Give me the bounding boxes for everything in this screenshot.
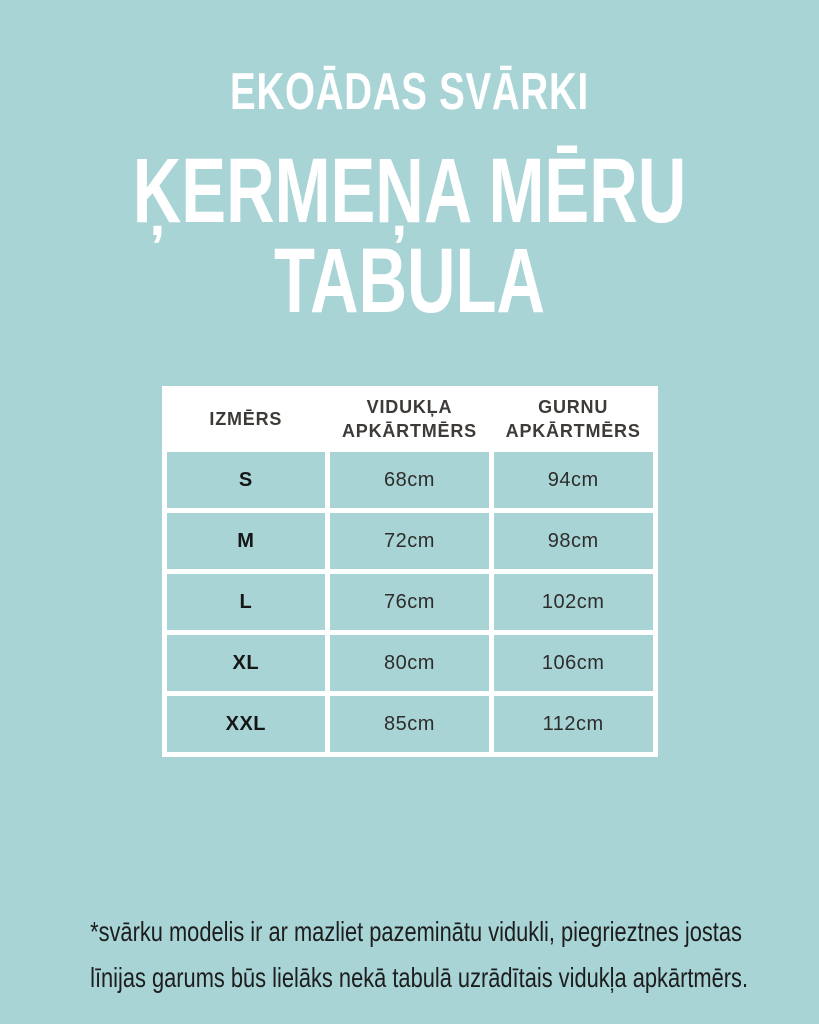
hips-cell: 102cm bbox=[494, 574, 653, 630]
hips-cell: 94cm bbox=[494, 452, 653, 508]
page-title-line-1: ĶERMEŅA MĒRU bbox=[132, 140, 687, 242]
size-table bbox=[162, 386, 658, 757]
footnote-line-1: *svārku modelis ir ar mazliet pazeminātu vidukli, piegrieztnes jostas bbox=[90, 916, 742, 948]
size-cell: M bbox=[167, 513, 326, 569]
footnote-line-2: līnijas garums būs lielāks nekā tabulā uzrādītais vidukļa apkārtmērs. bbox=[90, 961, 749, 993]
waist-cell: 80cm bbox=[330, 635, 489, 691]
table-row bbox=[167, 696, 653, 752]
table-row bbox=[167, 452, 653, 508]
size-table-body bbox=[167, 452, 653, 752]
size-cell: L bbox=[167, 574, 326, 630]
table-row bbox=[167, 574, 653, 630]
waist-cell: 68cm bbox=[330, 452, 489, 508]
size-cell: XXL bbox=[167, 696, 326, 752]
hips-cell: 98cm bbox=[494, 513, 653, 569]
hips-cell: 106cm bbox=[494, 635, 653, 691]
waist-cell: 72cm bbox=[330, 513, 489, 569]
waist-cell: 85cm bbox=[330, 696, 489, 752]
footnote bbox=[0, 909, 819, 1000]
table-row bbox=[167, 635, 653, 691]
size-cell: S bbox=[167, 452, 326, 508]
column-header-size: IZMĒRS bbox=[167, 391, 326, 447]
waist-cell: 76cm bbox=[330, 574, 489, 630]
subtitle: EKOĀDAS SVĀRKI bbox=[230, 63, 589, 121]
size-cell: XL bbox=[167, 635, 326, 691]
size-table-header bbox=[167, 391, 653, 447]
column-header-hips: GURNU APKĀRTMĒRS bbox=[494, 391, 653, 447]
page-title-line-2: TABULA bbox=[273, 230, 546, 333]
header-row bbox=[167, 391, 653, 447]
hips-cell: 112cm bbox=[494, 696, 653, 752]
page-title bbox=[111, 140, 709, 333]
column-header-waist: VIDUKĻA APKĀRTMĒRS bbox=[330, 391, 489, 447]
table-row bbox=[167, 513, 653, 569]
